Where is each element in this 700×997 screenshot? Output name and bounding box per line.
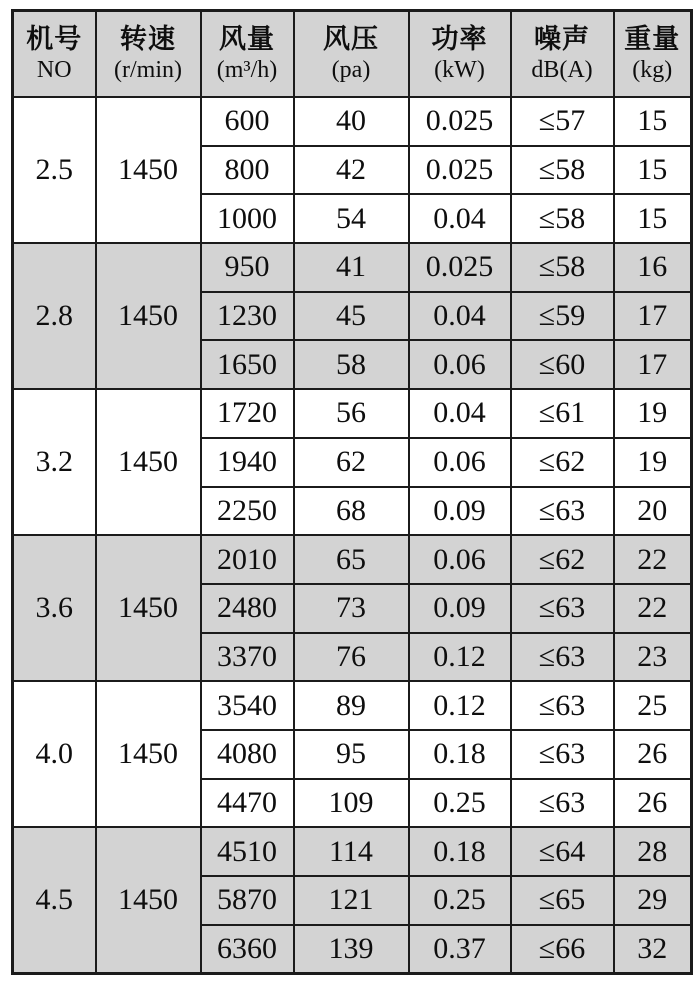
cell-airflow: 2250 [201, 487, 294, 536]
cell-weight: 20 [614, 487, 692, 536]
cell-power: 0.06 [409, 535, 511, 584]
cell-noise: ≤63 [511, 730, 614, 779]
col-title-airflow: 风量 [219, 23, 275, 54]
cell-speed: 1450 [96, 243, 201, 389]
cell-power: 0.18 [409, 827, 511, 876]
cell-airflow: 950 [201, 243, 294, 292]
header-row [13, 11, 692, 98]
cell-noise: ≤64 [511, 827, 614, 876]
cell-noise: ≤58 [511, 194, 614, 243]
cell-weight: 23 [614, 633, 692, 682]
cell-airflow: 1650 [201, 340, 294, 389]
cell-noise: ≤63 [511, 633, 614, 682]
cell-power: 0.12 [409, 681, 511, 730]
cell-pressure: 121 [294, 876, 409, 925]
cell-power: 0.04 [409, 194, 511, 243]
cell-weight: 26 [614, 779, 692, 828]
col-unit-power: (kW) [434, 56, 485, 83]
cell-power: 0.25 [409, 779, 511, 828]
col-unit-weight: (kg) [632, 56, 673, 83]
cell-airflow: 2480 [201, 584, 294, 633]
col-title-power: 功率 [431, 23, 488, 54]
cell-power: 0.09 [409, 584, 511, 633]
cell-weight: 19 [614, 438, 692, 487]
cell-speed: 1450 [96, 681, 201, 827]
cell-noise: ≤62 [511, 438, 614, 487]
col-unit-machine-no: NO [36, 56, 72, 83]
cell-airflow: 3540 [201, 681, 294, 730]
cell-airflow: 1720 [201, 389, 294, 438]
col-unit-noise: dB(A) [531, 56, 593, 83]
cell-airflow: 5870 [201, 876, 294, 925]
cell-pressure: 65 [294, 535, 409, 584]
table-row [13, 243, 692, 292]
cell-machine-no: 4.5 [13, 827, 96, 974]
cell-machine-no: 3.6 [13, 535, 96, 681]
cell-noise: ≤65 [511, 876, 614, 925]
cell-pressure: 139 [294, 925, 409, 974]
cell-airflow: 6360 [201, 925, 294, 974]
cell-weight: 29 [614, 876, 692, 925]
col-title-pressure: 风压 [323, 23, 379, 54]
cell-pressure: 73 [294, 584, 409, 633]
col-header-weight [614, 11, 692, 98]
cell-power: 0.06 [409, 438, 511, 487]
cell-noise: ≤61 [511, 389, 614, 438]
cell-airflow: 1000 [201, 194, 294, 243]
cell-power: 0.12 [409, 633, 511, 682]
cell-noise: ≤66 [511, 925, 614, 974]
cell-power: 0.025 [409, 243, 511, 292]
cell-noise: ≤58 [511, 146, 614, 195]
cell-pressure: 68 [294, 487, 409, 536]
cell-power: 0.06 [409, 340, 511, 389]
cell-weight: 22 [614, 535, 692, 584]
cell-airflow: 1940 [201, 438, 294, 487]
table-row [13, 681, 692, 730]
col-header-pressure [294, 11, 409, 98]
cell-noise: ≤63 [511, 487, 614, 536]
cell-airflow: 4470 [201, 779, 294, 828]
cell-airflow: 4510 [201, 827, 294, 876]
cell-weight: 17 [614, 292, 692, 341]
cell-weight: 22 [614, 584, 692, 633]
cell-power: 0.04 [409, 292, 511, 341]
col-unit-airflow: (m³/h) [216, 56, 278, 83]
cell-noise: ≤59 [511, 292, 614, 341]
cell-speed: 1450 [96, 535, 201, 681]
cell-airflow: 2010 [201, 535, 294, 584]
cell-pressure: 89 [294, 681, 409, 730]
cell-power: 0.025 [409, 97, 511, 146]
cell-speed: 1450 [96, 389, 201, 535]
cell-speed: 1450 [96, 827, 201, 974]
cell-power: 0.09 [409, 487, 511, 536]
cell-weight: 15 [614, 194, 692, 243]
cell-noise: ≤63 [511, 681, 614, 730]
cell-pressure: 95 [294, 730, 409, 779]
cell-airflow: 600 [201, 97, 294, 146]
cell-pressure: 54 [294, 194, 409, 243]
col-header-machine-no [13, 11, 96, 98]
cell-pressure: 58 [294, 340, 409, 389]
cell-weight: 16 [614, 243, 692, 292]
cell-pressure: 109 [294, 779, 409, 828]
cell-noise: ≤63 [511, 779, 614, 828]
col-title-machine-no: 机号 [26, 23, 83, 54]
cell-machine-no: 3.2 [13, 389, 96, 535]
cell-pressure: 40 [294, 97, 409, 146]
col-header-noise [511, 11, 614, 98]
cell-noise: ≤62 [511, 535, 614, 584]
cell-pressure: 56 [294, 389, 409, 438]
cell-weight: 15 [614, 146, 692, 195]
col-title-weight: 重量 [624, 23, 681, 54]
cell-pressure: 114 [294, 827, 409, 876]
col-unit-speed: (r/min) [114, 56, 182, 83]
cell-speed: 1450 [96, 97, 201, 243]
cell-pressure: 62 [294, 438, 409, 487]
spec-sheet [11, 9, 693, 975]
table-row [13, 97, 692, 146]
cell-weight: 25 [614, 681, 692, 730]
cell-weight: 28 [614, 827, 692, 876]
cell-noise: ≤57 [511, 97, 614, 146]
cell-pressure: 45 [294, 292, 409, 341]
cell-machine-no: 2.5 [13, 97, 96, 243]
col-unit-pressure: (pa) [331, 56, 371, 83]
fan-spec-table [11, 9, 693, 975]
cell-pressure: 76 [294, 633, 409, 682]
cell-machine-no: 2.8 [13, 243, 96, 389]
table-row [13, 827, 692, 876]
cell-power: 0.18 [409, 730, 511, 779]
cell-airflow: 800 [201, 146, 294, 195]
cell-airflow: 4080 [201, 730, 294, 779]
table-row [13, 535, 692, 584]
cell-pressure: 42 [294, 146, 409, 195]
cell-weight: 32 [614, 925, 692, 974]
cell-noise: ≤58 [511, 243, 614, 292]
cell-weight: 19 [614, 389, 692, 438]
cell-airflow: 1230 [201, 292, 294, 341]
cell-noise: ≤63 [511, 584, 614, 633]
cell-noise: ≤60 [511, 340, 614, 389]
col-title-speed: 转速 [120, 23, 176, 54]
cell-power: 0.25 [409, 876, 511, 925]
cell-power: 0.025 [409, 146, 511, 195]
cell-weight: 15 [614, 97, 692, 146]
col-header-airflow [201, 11, 294, 98]
col-title-noise: 噪声 [534, 23, 590, 54]
cell-weight: 17 [614, 340, 692, 389]
cell-power: 0.37 [409, 925, 511, 974]
cell-pressure: 41 [294, 243, 409, 292]
cell-weight: 26 [614, 730, 692, 779]
cell-power: 0.04 [409, 389, 511, 438]
col-header-power [409, 11, 511, 98]
table-row [13, 389, 692, 438]
cell-airflow: 3370 [201, 633, 294, 682]
col-header-speed [96, 11, 201, 98]
cell-machine-no: 4.0 [13, 681, 96, 827]
